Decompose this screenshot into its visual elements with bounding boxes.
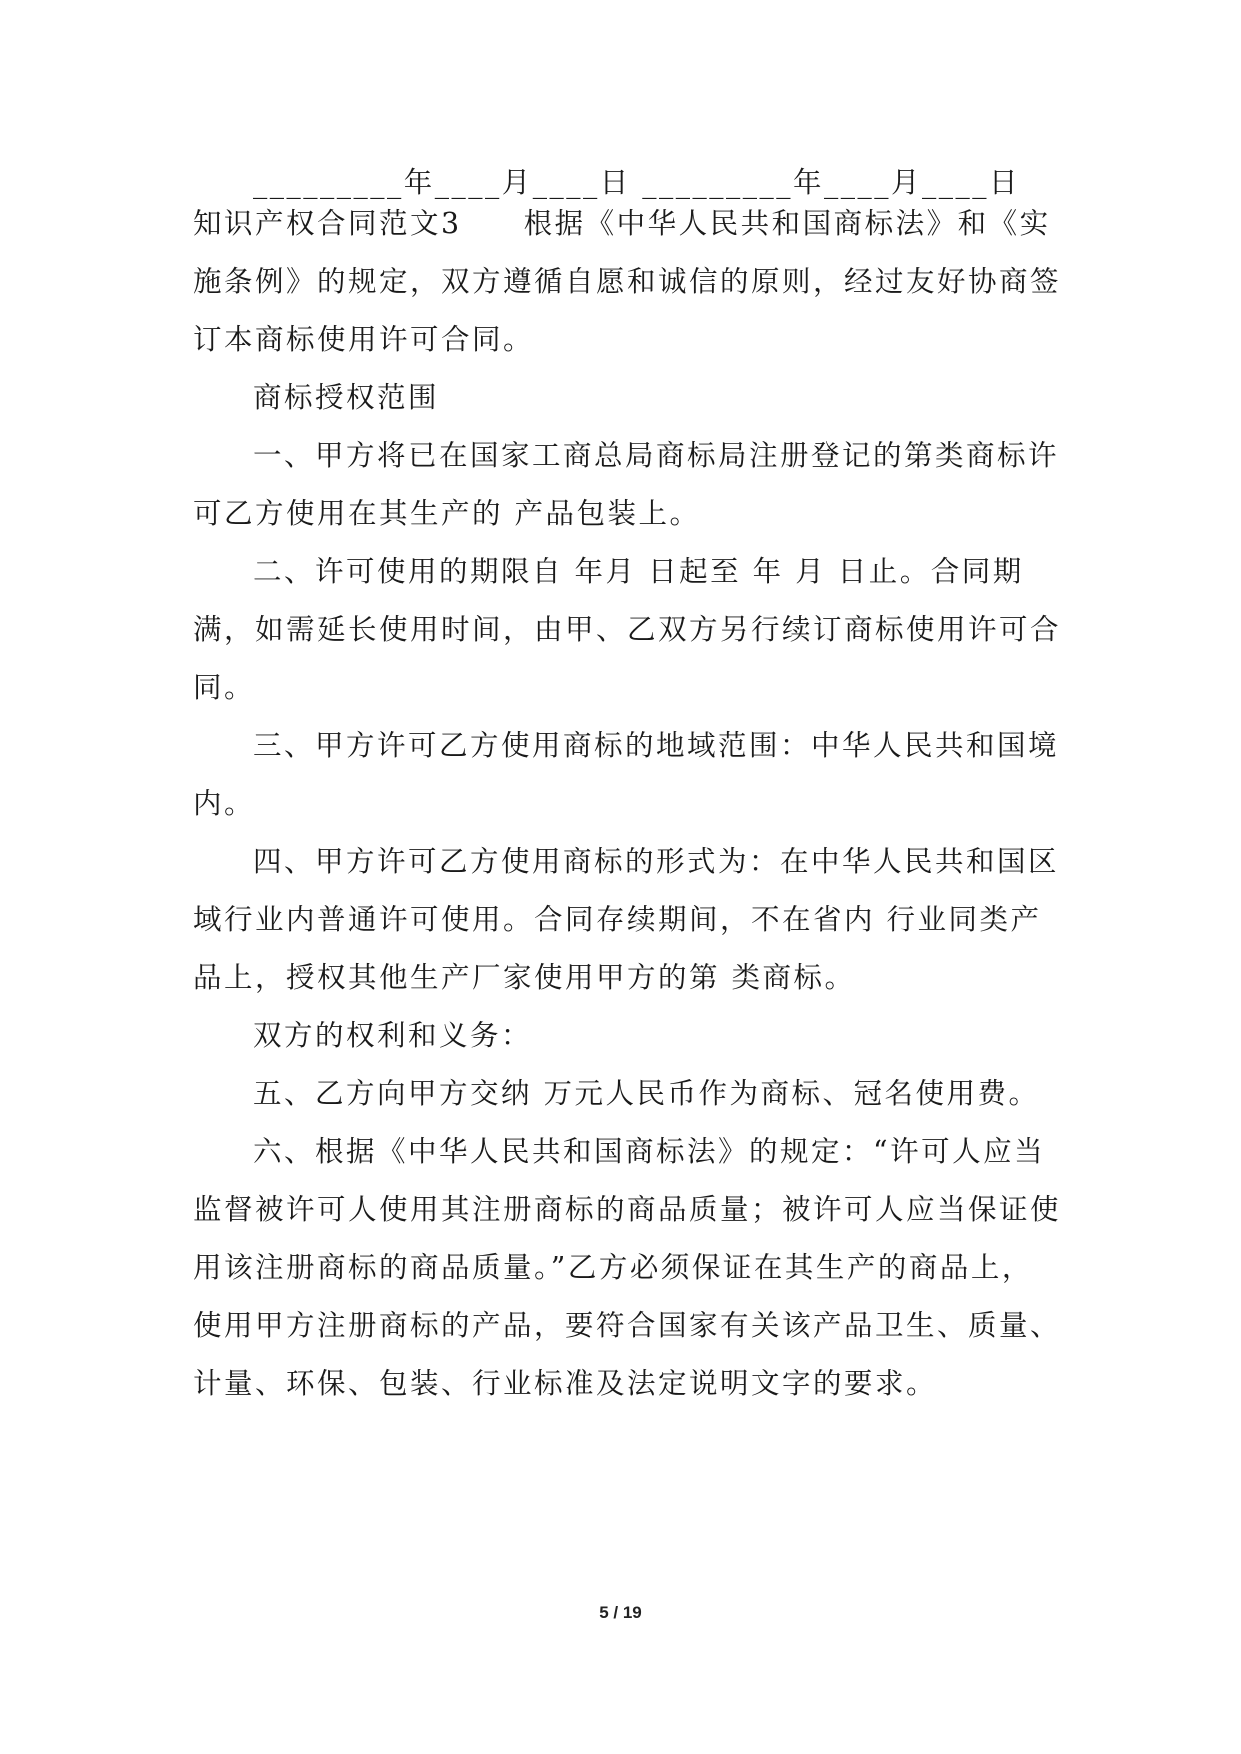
section-heading: 商标授权范围 bbox=[253, 381, 440, 414]
text-line: 三、甲方许可乙方使用商标的地域范围：中华人民共和国境 bbox=[253, 729, 1060, 762]
text-line: 订本商标使用许可合同。 bbox=[193, 323, 535, 356]
text-line: 满，如需延长使用时间，由甲、乙双方另行续订商标使用许可合 bbox=[193, 613, 1062, 646]
text-line: 域行业内普通许可使用。合同存续期间，不在省内 行业同类产 bbox=[193, 903, 1042, 936]
text-line: 施条例》的规定，双方遵循自愿和诚信的原则，经过友好协商签 bbox=[193, 265, 1062, 298]
text-line: 二、许可使用的期限自 年月 日起至 年 月 日止。合同期 bbox=[253, 555, 1024, 588]
text-line: 知识产权合同范文3 根据《中华人民共和国商标法》和《实 bbox=[193, 207, 1051, 240]
page-number: 5 / 19 bbox=[599, 1603, 642, 1622]
text-line: 可乙方使用在其生产的 产品包装上。 bbox=[193, 497, 701, 530]
text-line: 内。 bbox=[193, 787, 256, 820]
text-line: 六、根据《中华人民共和国商标法》的规定：“许可人应当 bbox=[253, 1135, 1046, 1168]
text-line: 五、乙方向甲方交纳 万元人民币作为商标、冠名使用费。 bbox=[253, 1077, 1040, 1110]
section-heading: 双方的权利和义务： bbox=[253, 1019, 533, 1052]
text-line: 品上，授权其他生产厂家使用甲方的第 类商标。 bbox=[193, 961, 856, 994]
text-line: 用该注册商标的商品质量。”乙方必须保证在其生产的商品上， bbox=[193, 1251, 1033, 1284]
text-line: 四、甲方许可乙方使用商标的形式为：在中华人民共和国区 bbox=[253, 845, 1060, 878]
text-line: 一、甲方将已在国家工商总局商标局注册登记的第类商标许 bbox=[253, 439, 1060, 472]
text-line: 使用甲方注册商标的产品，要符合国家有关该产品卫生、质量、 bbox=[193, 1309, 1062, 1342]
date-signature-line: _________年____月____日 _________年____月____日 bbox=[253, 166, 1021, 199]
text-line: 监督被许可人使用其注册商标的商品质量；被许可人应当保证使 bbox=[193, 1193, 1062, 1226]
text-line: 计量、环保、包装、行业标准及法定说明文字的要求。 bbox=[193, 1367, 938, 1400]
text-line: 同。 bbox=[193, 671, 256, 704]
